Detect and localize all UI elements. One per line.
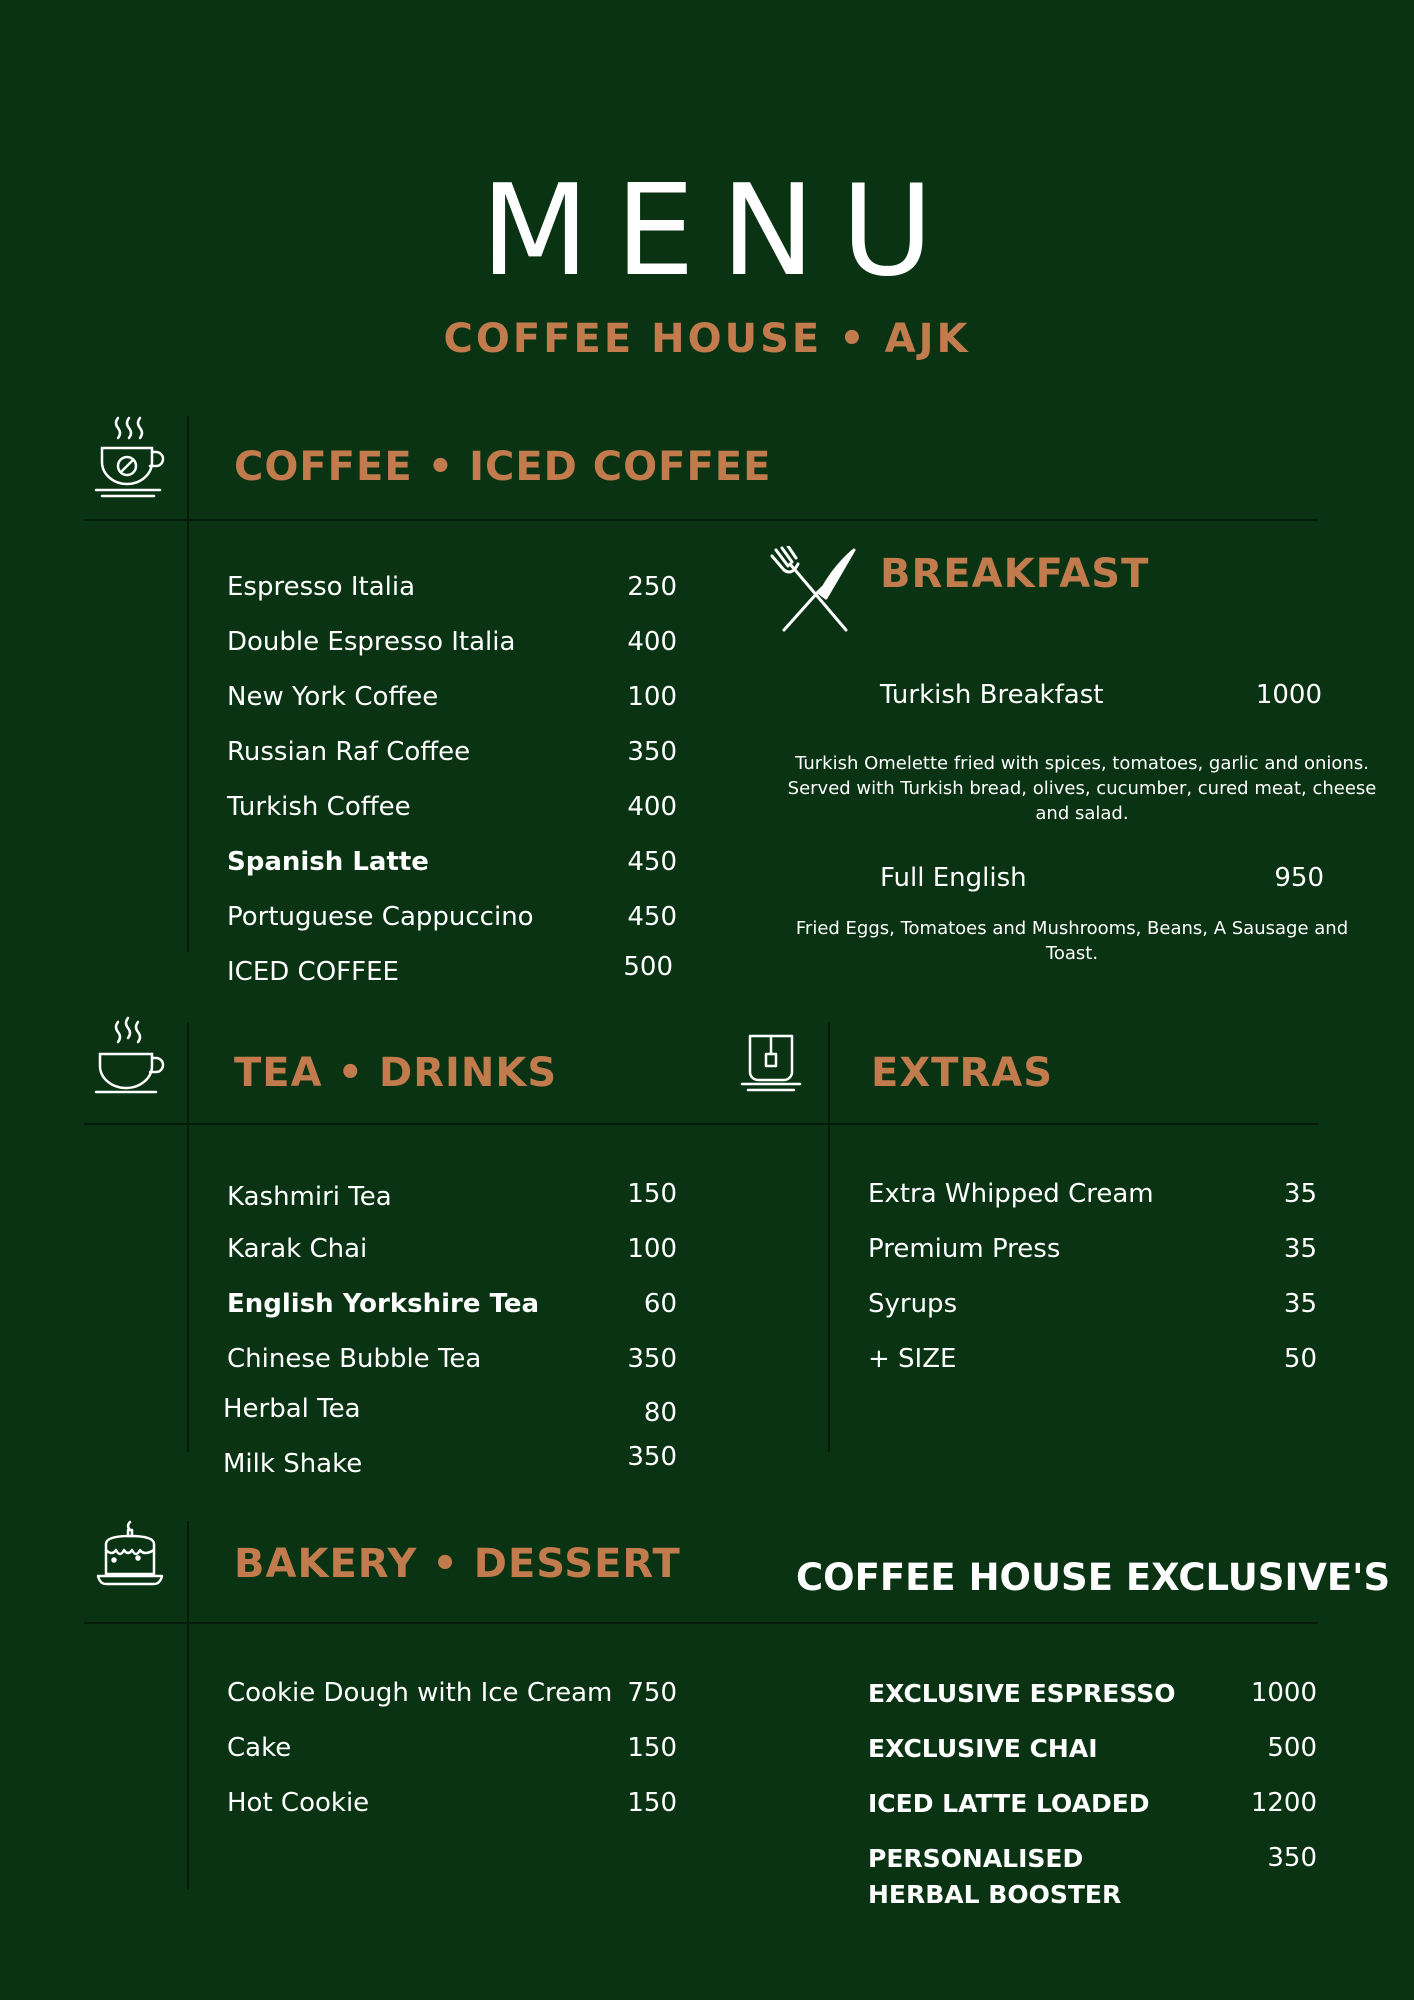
- coffee-item-name: Turkish Coffee: [227, 792, 411, 822]
- exclusive-item-price: 1000: [1250, 1678, 1317, 1708]
- tea-item-name: Karak Chai: [227, 1234, 368, 1264]
- coffee-item-name: Double Espresso Italia: [227, 627, 516, 657]
- coffee-item-name: Espresso Italia: [227, 572, 416, 602]
- coffee-section-title: COFFEE • ICED COFFEE: [234, 444, 772, 490]
- exclusive-item-price: 350: [1267, 1843, 1317, 1873]
- coffee-item-name: Portuguese Cappuccino: [227, 902, 534, 932]
- tea-item-price: 350: [627, 1344, 677, 1374]
- bakery-divider-horizontal: [84, 1622, 1318, 1624]
- coffee-item-name: Russian Raf Coffee: [227, 737, 471, 767]
- coffee-item-price: 350: [627, 737, 677, 767]
- breakfast-item-description: Turkish Omelette fried with spices, tomatoes, garlic and onions. Served with Turkish bread, olives, cucumber, cured meat, cheese and salad.: [787, 753, 1377, 824]
- exclusive-item-price: 500: [1267, 1733, 1317, 1763]
- tea-cup-icon: [92, 1016, 168, 1096]
- menu-subtitle: COFFEE HOUSE • AJK: [443, 316, 971, 362]
- fork-knife-icon: [770, 546, 860, 636]
- bakery-divider-vertical: [187, 1521, 189, 1890]
- tea-item-price: 150: [627, 1179, 677, 1209]
- menu-title: MENU: [480, 157, 960, 304]
- exclusive-item-name: EXCLUSIVE CHAI: [868, 1734, 1098, 1763]
- extras-item-name: Extra Whipped Cream: [868, 1179, 1154, 1209]
- coffee-item-price: 400: [627, 792, 677, 822]
- exclusive-item-name: EXCLUSIVE ESPRESSO: [868, 1679, 1176, 1708]
- extras-item-name: + SIZE: [868, 1344, 957, 1374]
- tea-item-name: Milk Shake: [223, 1449, 363, 1479]
- extras-item-name: Syrups: [868, 1289, 958, 1319]
- coffee-item-price: 500: [623, 952, 673, 982]
- extras-divider-vertical: [828, 1022, 830, 1452]
- bakery-item-name: Cake: [227, 1733, 292, 1763]
- extras-item-name: Premium Press: [868, 1234, 1061, 1264]
- tea-item-name: English Yorkshire Tea: [227, 1289, 540, 1319]
- coffee-item-name: New York Coffee: [227, 682, 439, 712]
- bakery-item-name: Hot Cookie: [227, 1788, 370, 1818]
- coffee-item-name: Spanish Latte: [227, 847, 429, 877]
- coffee-item-price: 450: [627, 847, 677, 877]
- extras-item-price: 50: [1283, 1344, 1317, 1374]
- tea-section-title: TEA • DRINKS: [234, 1050, 558, 1096]
- bakery-item-price: 150: [627, 1788, 677, 1818]
- coffee-item-price: 400: [627, 627, 677, 657]
- extras-item-price: 35: [1283, 1234, 1317, 1264]
- tea-item-price: 350: [627, 1442, 677, 1472]
- cake-icon: [94, 1520, 166, 1592]
- bakery-item-name: Cookie Dough with Ice Cream: [227, 1678, 613, 1708]
- coffee-divider-horizontal: [84, 519, 1318, 521]
- bakery-item-price: 150: [627, 1733, 677, 1763]
- exclusive-item-name: PERSONALISED HERBAL BOOSTER: [868, 1844, 1122, 1909]
- tea-item-price: 100: [627, 1234, 677, 1264]
- tea-item-price: 80: [643, 1398, 677, 1428]
- bakery-item-price: 750: [627, 1678, 677, 1708]
- breakfast-item-price: 1000: [1255, 680, 1322, 710]
- breakfast-item-name: Turkish Breakfast: [880, 680, 1104, 710]
- extras-section-title: EXTRAS: [871, 1050, 1054, 1096]
- coffee-cup-icon: [92, 414, 168, 498]
- coffee-item-price: 100: [627, 682, 677, 712]
- tea-extras-divider-horizontal: [84, 1123, 1318, 1125]
- tea-bag-mug-icon: [740, 1032, 802, 1098]
- breakfast-item-name: Full English: [880, 863, 1027, 893]
- breakfast-item-description: Fried Eggs, Tomatoes and Mushrooms, Beans, A Sausage and Toast.: [795, 918, 1349, 964]
- coffee-divider-vertical: [187, 416, 189, 952]
- breakfast-section-title: BREAKFAST: [880, 551, 1150, 597]
- coffee-item-price: 450: [627, 902, 677, 932]
- bakery-section-title: BAKERY • DESSERT: [234, 1541, 681, 1587]
- coffee-item-name: ICED COFFEE: [227, 957, 399, 987]
- tea-item-price: 60: [643, 1289, 677, 1319]
- exclusive-item-price: 1200: [1250, 1788, 1317, 1818]
- tea-item-name: Chinese Bubble Tea: [227, 1344, 482, 1374]
- extras-item-price: 35: [1283, 1179, 1317, 1209]
- extras-item-price: 35: [1283, 1289, 1317, 1319]
- exclusives-section-title: COFFEE HOUSE EXCLUSIVE'S: [796, 1556, 1391, 1599]
- tea-divider-vertical: [187, 1022, 189, 1452]
- coffee-item-price: 250: [627, 572, 677, 602]
- tea-item-name: Herbal Tea: [223, 1394, 361, 1424]
- exclusive-item-name: ICED LATTE LOADED: [868, 1789, 1150, 1818]
- tea-item-name: Kashmiri Tea: [227, 1182, 392, 1212]
- breakfast-item-price: 950: [1274, 863, 1324, 893]
